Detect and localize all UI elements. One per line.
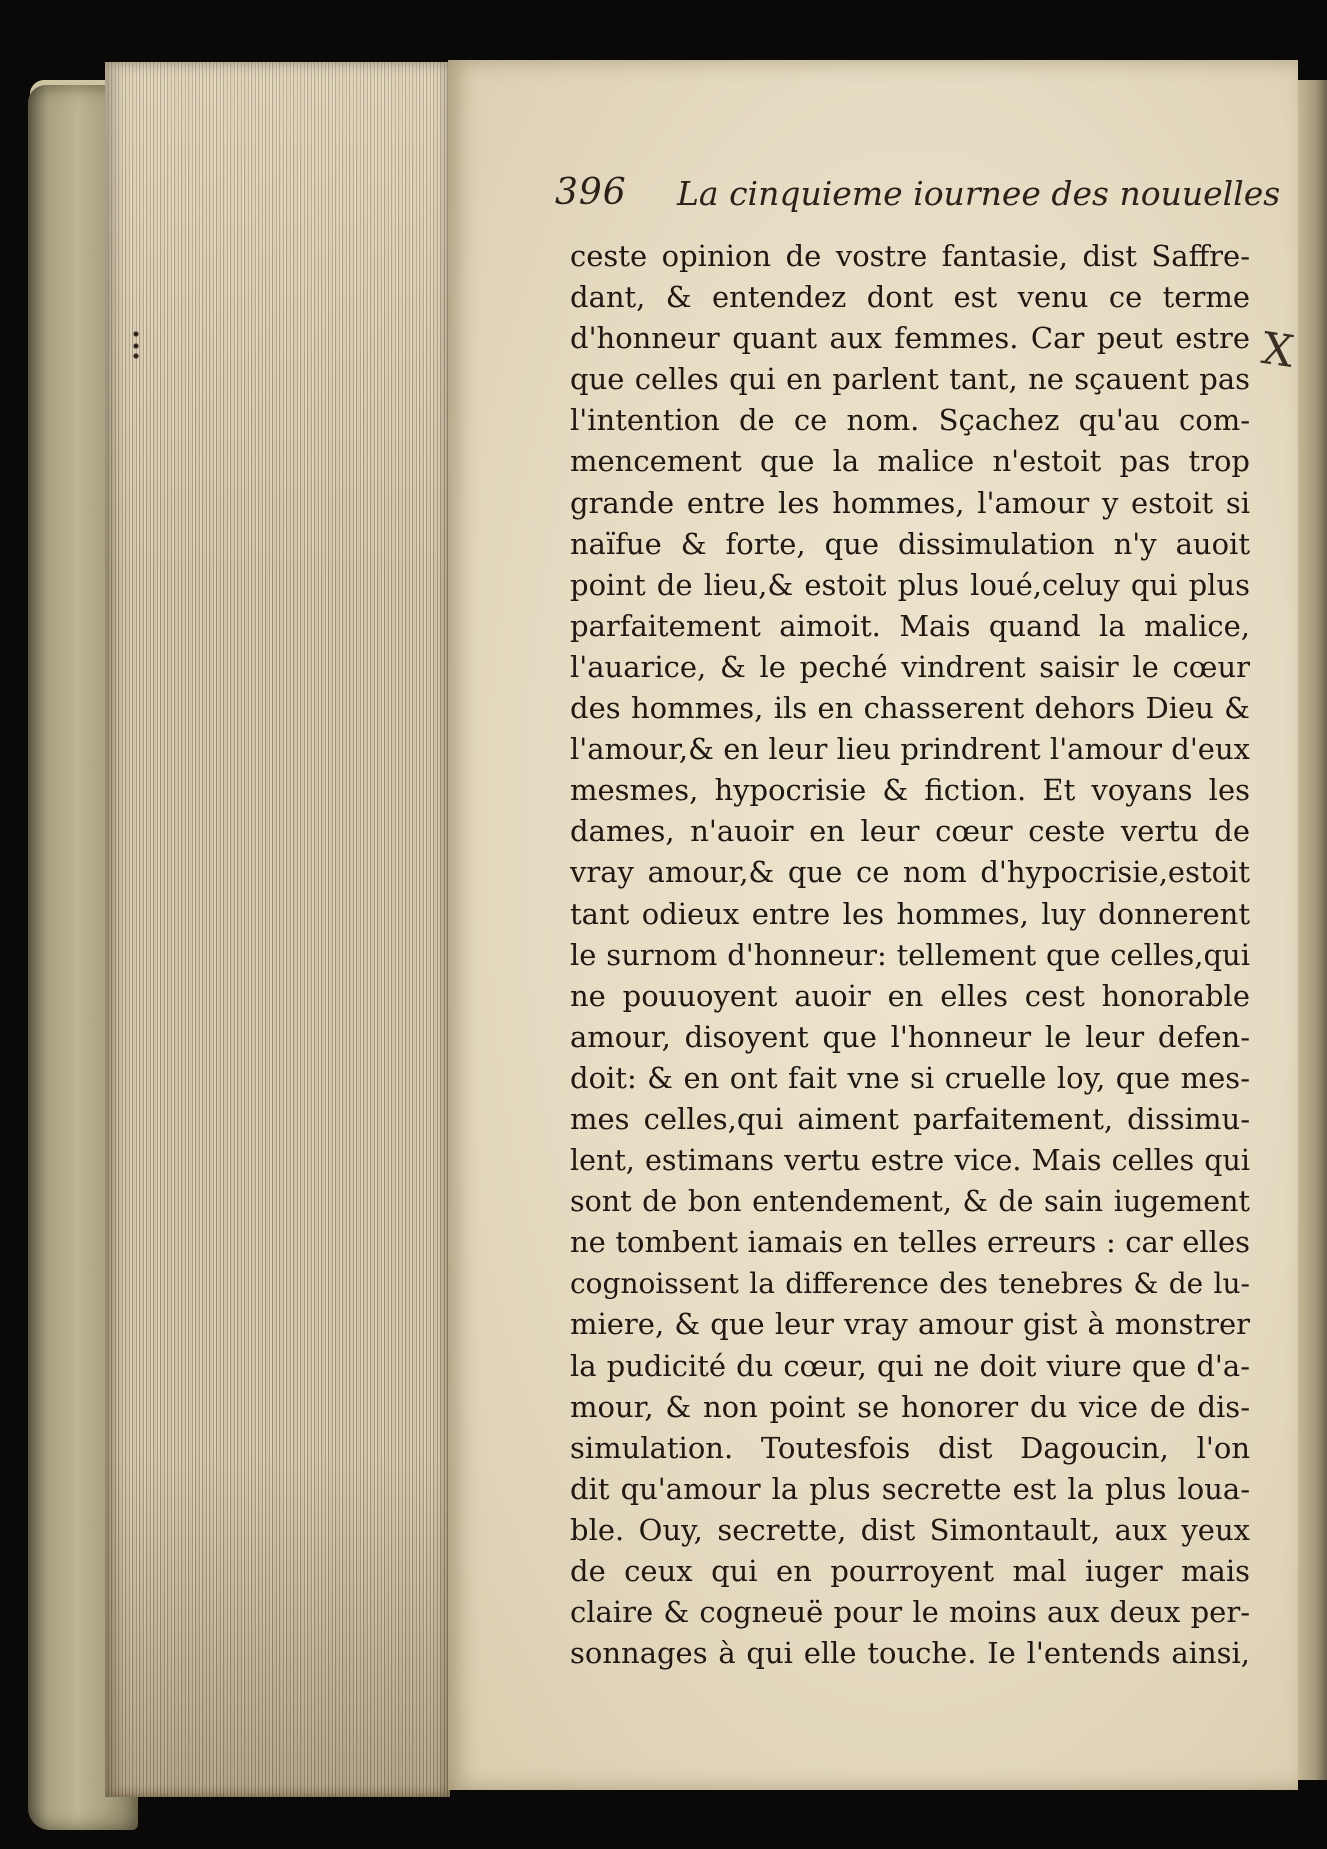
text-line: la pudicité du cœur, qui ne doit viure que d'a- bbox=[570, 1348, 1250, 1383]
text-line: l'amour,& en leur lieu prindrent l'amour d'eux bbox=[570, 732, 1250, 767]
text-line: claire & cogneuë pour le moins aux deux per- bbox=[570, 1595, 1250, 1630]
text-line: de ceux qui en pourroyent mal iuger mais bbox=[570, 1554, 1250, 1588]
text-line: amour, disoyent que l'honneur le leur defen- bbox=[570, 1019, 1250, 1054]
edge-marks bbox=[132, 330, 140, 360]
text-line: miere, & que leur vray amour gist à monstrer bbox=[570, 1307, 1250, 1342]
page-header bbox=[555, 168, 1281, 216]
text-line: grande entre les hommes, l'amour y estoit si bbox=[570, 485, 1250, 520]
fore-edge-page-block bbox=[105, 62, 450, 1797]
text-line: tant odieux entre les hommes, luy donnerent bbox=[570, 896, 1250, 931]
text-line: mencement que la malice n'estoit pas trop bbox=[570, 444, 1250, 479]
text-line: dit qu'amour la plus secrette est la plus loua- bbox=[570, 1471, 1250, 1506]
facing-page-sliver bbox=[1298, 80, 1327, 1780]
text-line: ne pouuoyent auoir en elles cest honorable bbox=[570, 978, 1250, 1013]
text-line: des hommes, ils en chasserent dehors Dieu & bbox=[570, 691, 1250, 726]
text-line: sonnages à qui elle touche. Ie l'entends ainsi, bbox=[570, 1636, 1250, 1671]
text-line: que celles qui en parlent tant, ne sçauent pas bbox=[570, 362, 1250, 397]
text-line: ceste opinion de vostre fantasie, dist Saffre- bbox=[570, 239, 1250, 273]
text-line: naïfue & forte, que dissimulation n'y auoit bbox=[570, 526, 1250, 561]
text-line: mesmes, hypocrisie & fiction. Et voyans les bbox=[570, 773, 1250, 808]
margin-annotation: X bbox=[1258, 323, 1297, 378]
text-line: d'honneur quant aux femmes. Car peut estre bbox=[570, 321, 1250, 356]
text-line: cognoissent la difference des tenebres & de lu- bbox=[570, 1267, 1250, 1301]
text-line: parfaitement aimoit. Mais quand la malice, bbox=[570, 608, 1250, 643]
text-line: vray amour,& que ce nom d'hypocrisie,estoit bbox=[570, 855, 1250, 890]
text-line: l'intention de ce nom. Sçachez qu'au com- bbox=[570, 403, 1250, 438]
text-line: ne tombent iamais en telles erreurs : car elles bbox=[570, 1225, 1250, 1260]
text-line: le surnom d'honneur: tellement que celles,qui bbox=[570, 937, 1250, 972]
text-line: dant, & entendez dont est venu ce terme bbox=[570, 280, 1250, 315]
body-text bbox=[570, 236, 1250, 1674]
text-line: point de lieu,& estoit plus loué,celuy qui plus bbox=[570, 567, 1250, 602]
text-line: sont de bon entendement, & de sain iugement bbox=[570, 1185, 1250, 1219]
text-line: l'auarice, & le peché vindrent saisir le cœur bbox=[570, 649, 1250, 684]
page-number: 396 bbox=[555, 172, 627, 213]
running-head: La cinquieme iournee des nouuelles bbox=[677, 174, 1281, 213]
text-line: dames, n'auoir en leur cœur ceste vertu de bbox=[570, 814, 1250, 849]
text-line: mour, & non point se honorer du vice de dis- bbox=[570, 1389, 1250, 1424]
text-line: lent, estimans vertu estre vice. Mais celles qui bbox=[570, 1144, 1250, 1178]
text-line: doit: & en ont fait vne si cruelle loy, que mes- bbox=[570, 1060, 1250, 1095]
text-line: mes celles,qui aiment parfaitement, dissimu- bbox=[570, 1101, 1250, 1136]
text-line: ble. Ouy, secrette, dist Simontault, aux yeux bbox=[570, 1512, 1250, 1547]
text-line: simulation. Toutesfois dist Dagoucin, l'on bbox=[570, 1430, 1250, 1465]
